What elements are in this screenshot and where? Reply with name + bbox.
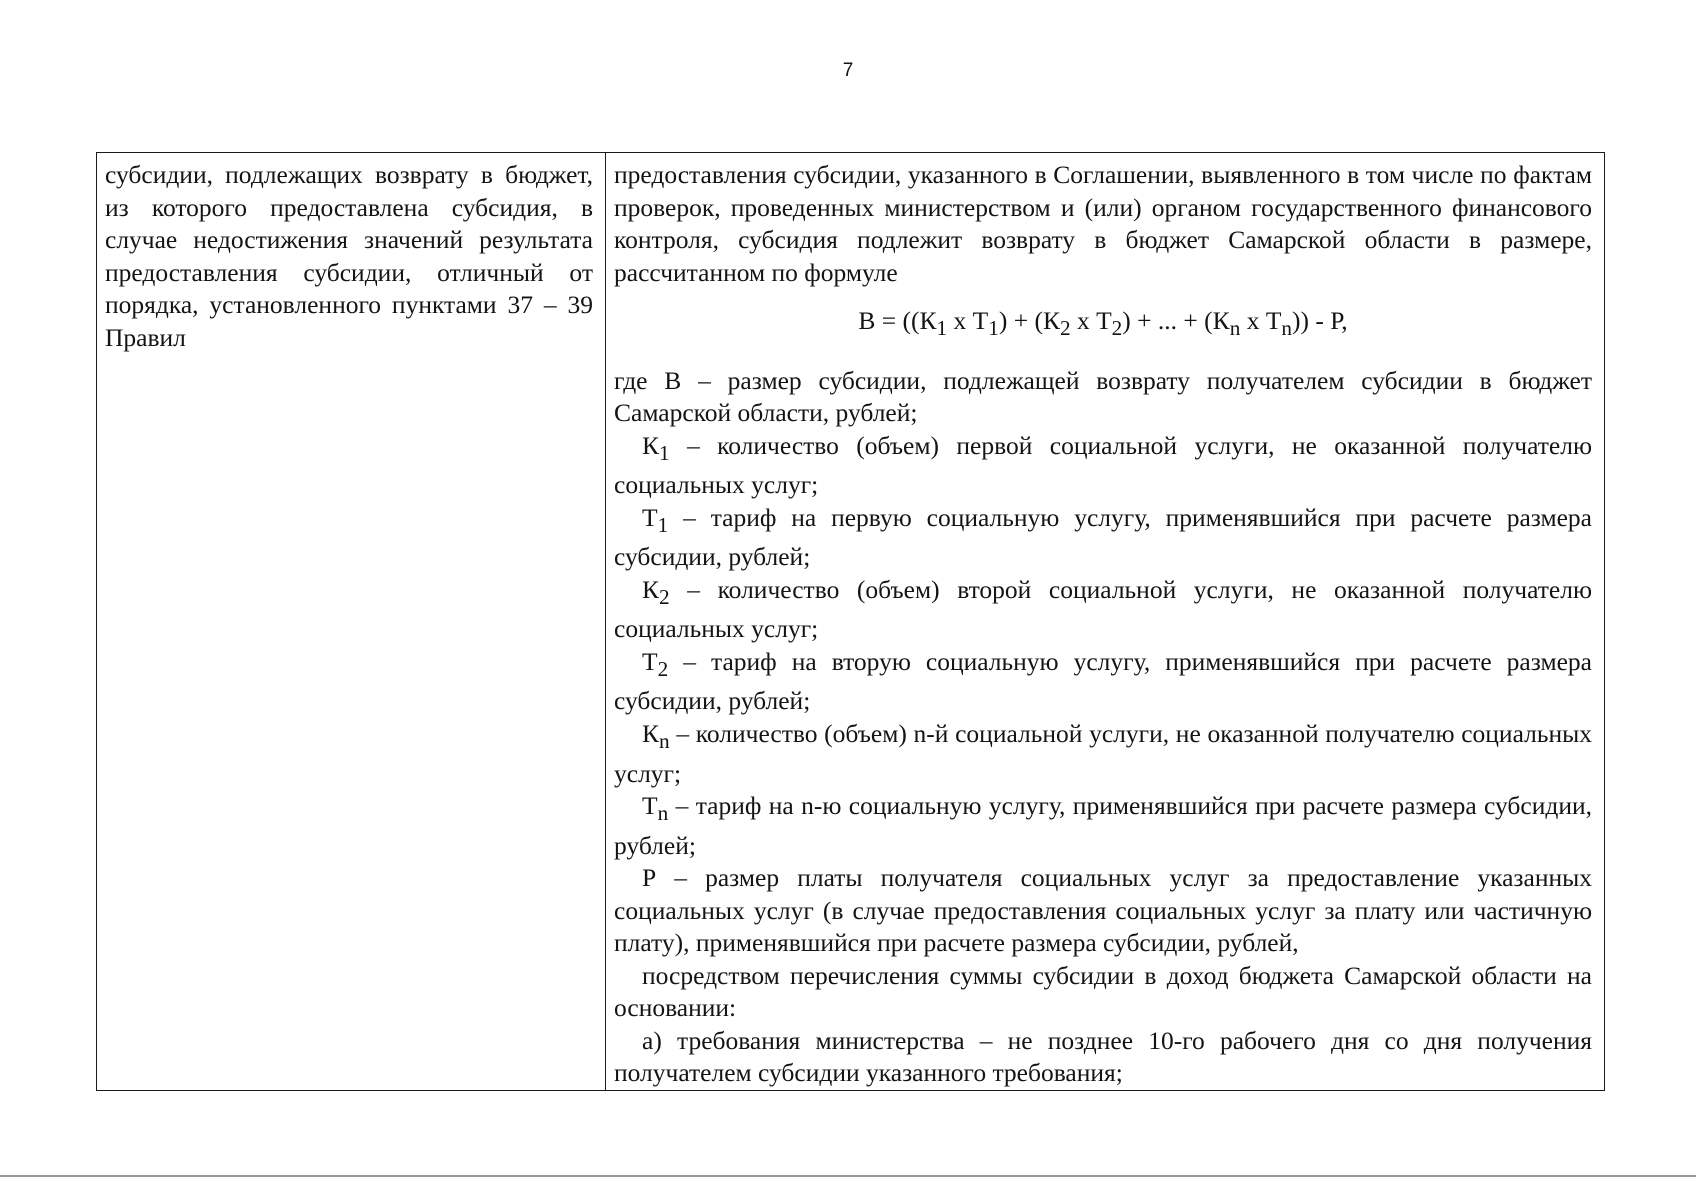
left-cell: [97, 153, 606, 1091]
where-paragraph: где В – размер субсидии, подлежащей возврату получателем субсидии в бюджет Самарской области, рублей;: [614, 365, 1592, 428]
formula: $В = ((К_1$ х $Т_1) + (К_2$ х $Т_2$) + ... + ($К_n$ х $Т_n$)) - Р,: [858, 306, 1348, 341]
definition-t1: $Т_1$ – тариф на первую социальную услугу, применявшийся при расчете размера субсидии, рублей;: [614, 502, 1592, 572]
right-cell: [606, 153, 1605, 1091]
table-row: [97, 153, 1605, 1091]
definition-k1: $К_1$ – количество (объем) первой социальной услуги, не оказанной получателю социальных услуг;: [614, 430, 1592, 500]
left-cell-text: субсидии, подлежащих возврату в бюджет, из которого предоставлена субсидия, в случае недостижения значений результата предоставления субсидии, отличный от порядка, установленного пунктами 37 – 39 Правил: [105, 160, 593, 352]
intro-paragraph: предоставления субсидии, указанного в Соглашении, выявленного в том числе по фактам проверок, проведенных министерством и (или) органом государственного финансового контроля, субсидия подлежит возврату в бюджет Самарской области в размере, рассчитанном по формуле: [614, 160, 1592, 287]
item-a-paragraph: а) требования министерства – не позднее 10-го рабочего дня со дня получения получателем субсидии указанного требования;: [614, 1025, 1592, 1088]
bottom-divider: [0, 1175, 1696, 1177]
document-table: [96, 152, 1605, 1091]
definition-t2: $Т_2$ – тариф на вторую социальную услугу, применявшийся при расчете размера субсидии, рублей;: [614, 646, 1592, 716]
page-number: 7: [842, 60, 854, 81]
definition-kn: $К_n$ – количество (объем) n-й социальной услуги, не оказанной получателю социальных услуг;: [614, 718, 1592, 788]
definition-k2: $К_2$ – количество (объем) второй социальной услуги, не оказанной получателю социальных услуг;: [614, 574, 1592, 644]
transfer-paragraph: посредством перечисления суммы субсидии в доход бюджета Самарской области на основании:: [614, 960, 1592, 1023]
definition-p: Р – размер платы получателя социальных услуг за предоставление указанных социальных услуг (в случае предоставления социальных услуг за плату или частичную плату), применявшийся при расчете размера субсидии, рублей,: [614, 863, 1592, 958]
definition-tn: $Т_n$ – тариф на n-ю социальную услугу, применявшийся при расчете размера субсидии, рублей;: [614, 791, 1592, 860]
